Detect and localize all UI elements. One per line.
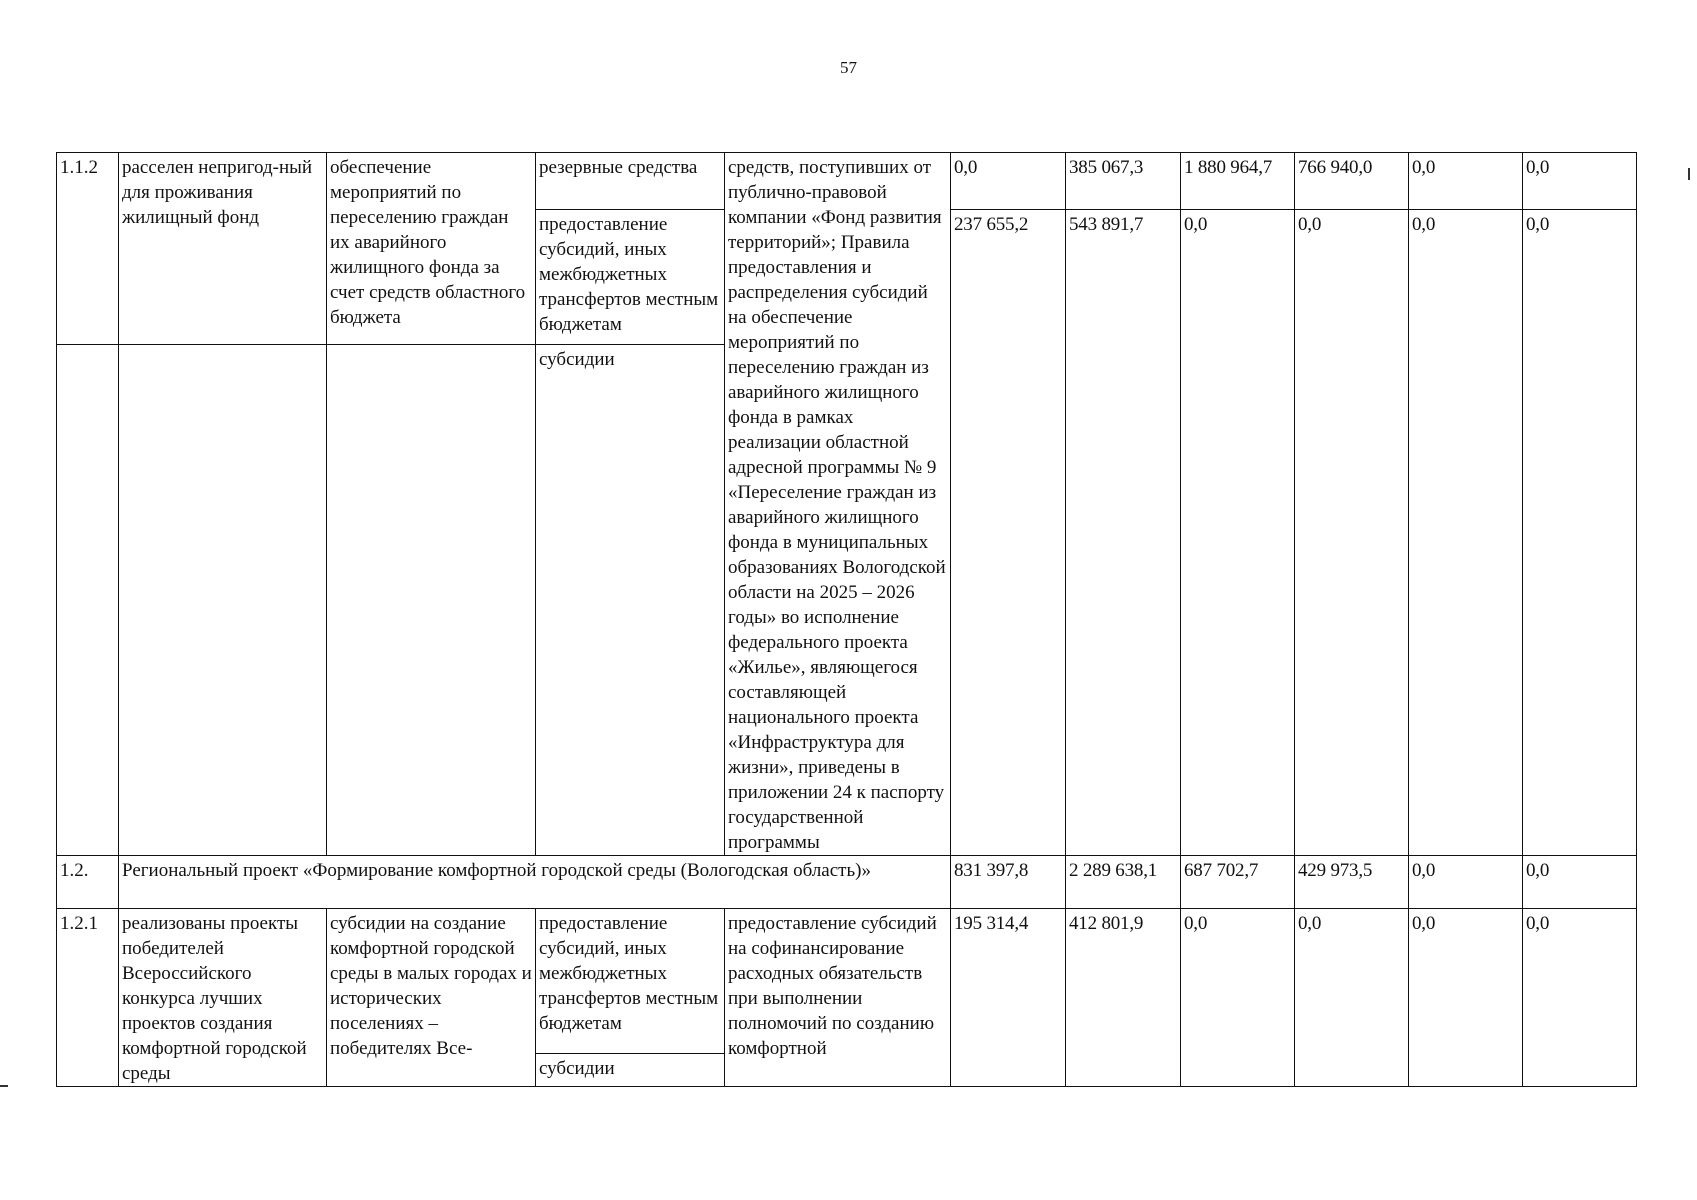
scan-edge-mark [0,1085,8,1087]
value-cell: 237 655,2 [951,210,1066,856]
project-title: Региональный проект «Формирование комфортной городской среды (Вологодская область)» [119,856,951,909]
value-cell: 2 289 638,1 [1066,856,1181,909]
table-row [57,856,1637,909]
result-cell: реализованы проекты победителей Всероссийского конкурса лучших проектов создания комфортной городской среды [119,909,327,1087]
value-cell: 0,0 [1181,909,1295,1087]
value-cell: 0,0 [1409,856,1523,909]
basis-cell: предоставление субсидий на софинансирование расходных обязательств при выполнении полномочий по созданию комфортной [725,909,951,1087]
scan-edge-mark [1688,168,1690,180]
value-cell: 1 880 964,7 [1181,153,1295,210]
measure-cell: субсидии на создание комфортной городской среды в малых городах и исторических поселениях – победителях Все- [327,909,536,1087]
value-cell: 0,0 [951,153,1066,210]
empty-cell [119,345,327,856]
table-row [57,153,1637,210]
value-cell: 687 702,7 [1181,856,1295,909]
basis-cell: средств, поступивших от публично-правовой компании «Фонд развития территорий»; Правила предоставления и распределения субсидий на обеспечение мероприятий по переселению граждан из аварийного жилищного фонда в рамках реализации областной адресной программы № 9 «Переселение граждан из аварийного жилищного фонда в муниципальных образованиях Вологодской области на 2025 – 2026 годы» во исполнение федерального проекта «Жилье», являющегося составляющей национального проекта «Инфраструктура для жизни», приведены в приложении 24 к паспорту государственной программы [725,153,951,856]
empty-cell [57,345,119,856]
row-id: 1.1.2 [57,153,119,345]
measure-cell: обеспечение мероприятий по переселению граждан их аварийного жилищного фонда за счет средств областного бюджета [327,153,536,345]
row-id: 1.2. [57,856,119,909]
budget-table [56,152,1637,1087]
expense-type-cell: резервные средства [536,153,725,210]
empty-cell [327,345,536,856]
expense-type-cell: субсидии [536,1053,725,1086]
value-cell: 412 801,9 [1066,909,1181,1087]
value-cell: 195 314,4 [951,909,1066,1087]
value-cell: 0,0 [1295,909,1409,1087]
value-cell: 0,0 [1523,210,1637,856]
value-cell: 766 940,0 [1295,153,1409,210]
page-number: 57 [840,58,857,77]
result-cell: расселен непригод-ный для проживания жилищный фонд [119,153,327,345]
expense-type-cell: предоставление субсидий, иных межбюджетных трансфертов местным бюджетам [536,909,725,1054]
value-cell: 831 397,8 [951,856,1066,909]
expense-type-cell: предоставление субсидий, иных межбюджетных трансфертов местным бюджетам [536,210,725,345]
value-cell: 0,0 [1409,210,1523,856]
row-id: 1.2.1 [57,909,119,1087]
value-cell: 0,0 [1409,909,1523,1087]
value-cell: 0,0 [1523,909,1637,1087]
table-row [57,909,1637,1054]
value-cell: 0,0 [1295,210,1409,856]
expense-type-cell: субсидии [536,345,725,856]
value-cell: 0,0 [1181,210,1295,856]
value-cell: 0,0 [1523,153,1637,210]
value-cell: 0,0 [1523,856,1637,909]
value-cell: 0,0 [1409,153,1523,210]
value-cell: 543 891,7 [1066,210,1181,856]
value-cell: 429 973,5 [1295,856,1409,909]
value-cell: 385 067,3 [1066,153,1181,210]
